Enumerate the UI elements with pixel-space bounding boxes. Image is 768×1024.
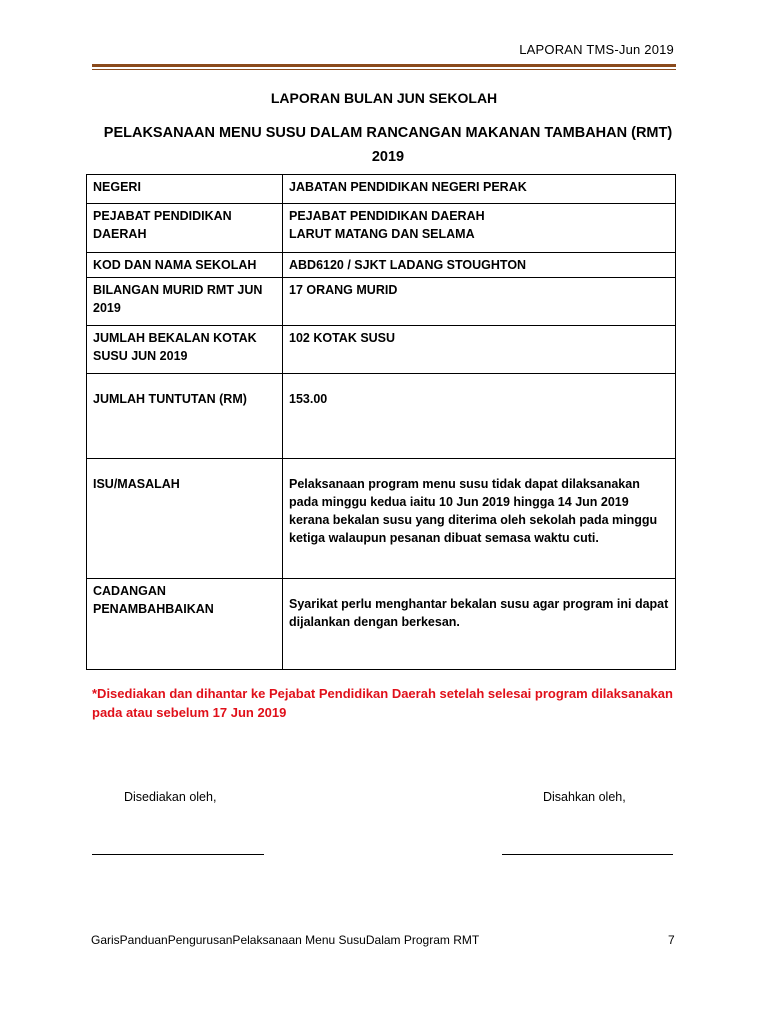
page-number: 7 bbox=[668, 933, 675, 947]
row-label-murid: BILANGAN MURID RMT JUN 2019 bbox=[87, 278, 283, 326]
row-label-ppd: PEJABAT PENDIDIKAN DAERAH bbox=[87, 204, 283, 253]
ppd-line-1: PEJABAT PENDIDIKAN DAERAH bbox=[289, 209, 485, 223]
table-row bbox=[87, 175, 676, 204]
report-title: LAPORAN BULAN JUN SEKOLAH bbox=[270, 90, 498, 106]
row-label-negeri: NEGERI bbox=[87, 175, 283, 204]
row-label-sekolah: KOD DAN NAMA SEKOLAH bbox=[87, 253, 283, 278]
ppd-line-2: LARUT MATANG DAN SELAMA bbox=[289, 227, 475, 241]
page-header: LAPORAN TMS-Jun 2019 bbox=[519, 42, 674, 57]
table-row bbox=[87, 374, 676, 459]
row-value-kotak: 102 KOTAK SUSU bbox=[283, 326, 676, 374]
approved-signature-line bbox=[502, 854, 673, 855]
row-value-tuntutan: 153.00 bbox=[283, 374, 676, 459]
report-subtitle: PELAKSANAAN MENU SUSU DALAM RANCANGAN MAKANAN TAMBAHAN (RMT) 2019 bbox=[103, 125, 673, 165]
row-label-tuntutan: JUMLAH TUNTUTAN (RM) bbox=[87, 374, 283, 459]
table-row bbox=[87, 459, 676, 579]
table-row bbox=[87, 579, 676, 670]
table-row bbox=[87, 278, 676, 326]
report-table bbox=[86, 174, 676, 670]
row-value-cadangan: Syarikat perlu menghantar bekalan susu agar program ini dapat dijalankan dengan berkesan. bbox=[283, 579, 676, 670]
row-value-murid: 17 ORANG MURID bbox=[283, 278, 676, 326]
row-value-negeri: JABATAN PENDIDIKAN NEGERI PERAK bbox=[283, 175, 676, 204]
row-value-isu: Pelaksanaan program menu susu tidak dapat dilaksanakan pada minggu kedua iaitu 10 Jun 2019 hingga 14 Jun 2019 kerana bekalan susu yang diterima oleh sekolah pada minggu ketiga walaupun pesanan dibuat semasa waktu cuti. bbox=[283, 459, 676, 579]
header-rule bbox=[92, 64, 676, 67]
prepared-signature-line bbox=[92, 854, 264, 855]
page-footer: GarisPanduanPengurusanPelaksanaan Menu SusuDalam Program RMT bbox=[91, 933, 480, 947]
table-row bbox=[87, 204, 676, 253]
row-value-sekolah: ABD6120 / SJKT LADANG STOUGHTON bbox=[283, 253, 676, 278]
row-label-isu: ISU/MASALAH bbox=[87, 459, 283, 579]
table-row bbox=[87, 253, 676, 278]
prepared-by-label: Disediakan oleh, bbox=[124, 790, 217, 804]
row-label-cadangan: CADANGAN PENAMBAHBAIKAN bbox=[87, 579, 283, 670]
row-label-kotak: JUMLAH BEKALAN KOTAK SUSU JUN 2019 bbox=[87, 326, 283, 374]
row-value-ppd bbox=[283, 204, 676, 253]
approved-by-label: Disahkan oleh, bbox=[543, 790, 626, 804]
header-rule-thin bbox=[92, 69, 676, 70]
table-row bbox=[87, 326, 676, 374]
submission-note: *Disediakan dan dihantar ke Pejabat Pendidikan Daerah setelah selesai program dilaksanakan pada atau sebelum 17 Jun 2019 bbox=[92, 686, 673, 720]
